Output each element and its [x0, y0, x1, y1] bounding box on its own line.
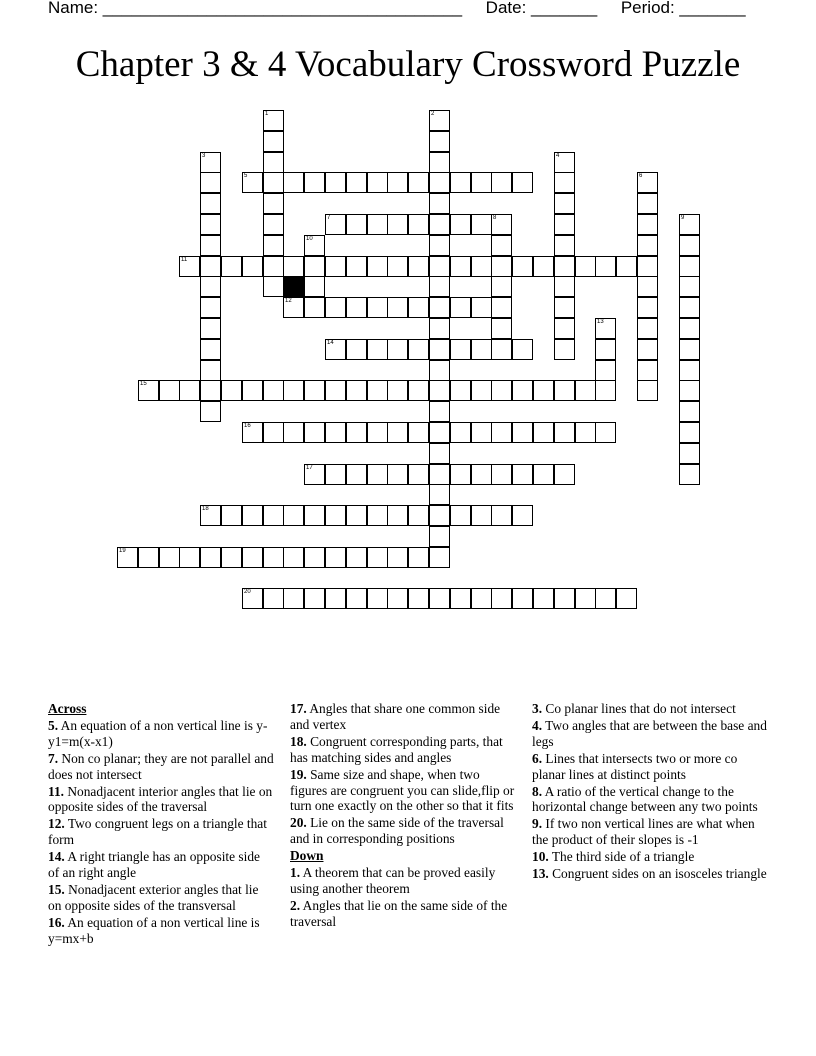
clue-across-14: 14. A right triangle has an opposite side of an right angle [48, 849, 260, 881]
grid-cell[interactable] [304, 172, 325, 193]
grid-cell[interactable] [637, 318, 658, 339]
grid-cell-11[interactable] [179, 256, 200, 277]
grid-cell-9[interactable] [679, 214, 700, 235]
clue-number-label: 15 [140, 381, 147, 387]
grid-cell[interactable] [554, 193, 575, 214]
grid-cell[interactable] [554, 276, 575, 297]
grid-cell[interactable] [283, 547, 304, 568]
grid-cell[interactable] [491, 172, 512, 193]
grid-cell[interactable] [595, 339, 616, 360]
grid-cell[interactable] [679, 380, 700, 401]
grid-cell[interactable] [263, 235, 284, 256]
grid-cell[interactable] [429, 588, 450, 609]
grid-cell-16[interactable] [242, 422, 263, 443]
clue-number-label: 12 [285, 298, 292, 304]
across-heading: Across [48, 701, 87, 716]
grid-cell[interactable] [200, 380, 221, 401]
grid-cell[interactable] [679, 443, 700, 464]
grid-cell[interactable] [346, 547, 367, 568]
clue-down-13: 13. Congruent sides on an isosceles triangle [532, 866, 767, 882]
blocked-cell [283, 276, 304, 297]
clue-across-19: 19. Same size and shape, when two figures are congruent you can slide,flip or turn one exactly on the other so that it fits [290, 766, 515, 814]
grid-cell[interactable] [512, 422, 533, 443]
grid-cell-12[interactable] [283, 297, 304, 318]
grid-cell[interactable] [325, 547, 346, 568]
grid-cell[interactable] [512, 172, 533, 193]
grid-cell[interactable] [263, 193, 284, 214]
grid-cell[interactable] [221, 256, 242, 277]
grid-cell[interactable] [408, 422, 429, 443]
grid-cell[interactable] [679, 422, 700, 443]
grid-cell[interactable] [263, 588, 284, 609]
grid-cell[interactable] [491, 422, 512, 443]
grid-cell[interactable] [429, 505, 450, 526]
grid-cell[interactable] [242, 256, 263, 277]
grid-cell[interactable] [387, 588, 408, 609]
grid-cell[interactable] [554, 339, 575, 360]
grid-cell[interactable] [367, 547, 388, 568]
grid-cell[interactable] [346, 422, 367, 443]
grid-cell-8[interactable] [491, 214, 512, 235]
clue-number-label: 3 [202, 153, 206, 159]
clue-across-20: 20. Lie on the same side of the traversal and in corresponding positions [290, 815, 504, 847]
name-date-period-line: Name: ______________________________________ Date: _______ Period: _______ [48, 0, 746, 17]
grid-cell-15[interactable] [138, 380, 159, 401]
grid-cell[interactable] [679, 297, 700, 318]
grid-cell[interactable] [408, 380, 429, 401]
grid-cell[interactable] [263, 547, 284, 568]
grid-cell[interactable] [512, 339, 533, 360]
grid-cell[interactable] [429, 401, 450, 422]
grid-cell[interactable] [346, 464, 367, 485]
grid-cell[interactable] [408, 256, 429, 277]
grid-cell[interactable] [367, 297, 388, 318]
clue-number-label: 9 [681, 215, 685, 221]
grid-cell[interactable] [450, 297, 471, 318]
grid-cell[interactable] [325, 256, 346, 277]
clue-down-3: 3. Co planar lines that do not intersect [532, 701, 736, 716]
grid-cell[interactable] [575, 422, 596, 443]
clue-number-label: 13 [597, 319, 604, 325]
grid-cell[interactable] [471, 297, 492, 318]
grid-cell[interactable] [450, 256, 471, 277]
grid-cell[interactable] [200, 297, 221, 318]
grid-cell[interactable] [679, 256, 700, 277]
clues-column-1 [48, 701, 274, 948]
grid-cell-13[interactable] [595, 318, 616, 339]
clue-across-12: 12. Two congruent legs on a triangle that form [48, 816, 267, 848]
grid-cell[interactable] [679, 276, 700, 297]
grid-cell-18[interactable] [200, 505, 221, 526]
grid-cell[interactable] [263, 172, 284, 193]
grid-cell[interactable] [387, 256, 408, 277]
grid-cell[interactable] [408, 214, 429, 235]
page-title: Chapter 3 & 4 Vocabulary Crossword Puzzle [75, 44, 741, 85]
grid-cell[interactable] [263, 380, 284, 401]
grid-cell[interactable] [471, 422, 492, 443]
grid-cell-5[interactable] [242, 172, 263, 193]
grid-cell[interactable] [533, 464, 554, 485]
grid-cell[interactable] [408, 339, 429, 360]
grid-cell[interactable] [200, 547, 221, 568]
grid-cell-10[interactable] [304, 235, 325, 256]
grid-cell[interactable] [429, 172, 450, 193]
grid-cell[interactable] [200, 276, 221, 297]
grid-cell[interactable] [429, 152, 450, 173]
grid-cell[interactable] [200, 193, 221, 214]
grid-cell[interactable] [200, 339, 221, 360]
grid-cell[interactable] [429, 235, 450, 256]
grid-cell[interactable] [138, 547, 159, 568]
grid-cell[interactable] [263, 214, 284, 235]
grid-cell[interactable] [325, 505, 346, 526]
grid-cell[interactable] [429, 214, 450, 235]
grid-cell[interactable] [637, 297, 658, 318]
grid-cell-2[interactable] [429, 110, 450, 131]
grid-cell[interactable] [491, 464, 512, 485]
grid-cell[interactable] [408, 505, 429, 526]
grid-cell[interactable] [159, 547, 180, 568]
grid-cell[interactable] [554, 588, 575, 609]
grid-cell[interactable] [179, 547, 200, 568]
grid-cell[interactable] [679, 339, 700, 360]
grid-cell[interactable] [575, 588, 596, 609]
grid-cell[interactable] [325, 588, 346, 609]
grid-cell[interactable] [387, 380, 408, 401]
grid-cell[interactable] [263, 152, 284, 173]
grid-cell[interactable] [367, 256, 388, 277]
grid-cell[interactable] [637, 235, 658, 256]
grid-cell[interactable] [554, 235, 575, 256]
clue-down-9: 9. If two non vertical lines are what when the product of their slopes is -1 [532, 816, 755, 848]
grid-cell[interactable] [346, 380, 367, 401]
clue-across-5: 5. An equation of a non vertical line is y-y1=m(x-x1) [48, 717, 268, 749]
clue-down-1: 1. A theorem that can be proved easily using another theorem [290, 865, 496, 896]
grid-cell[interactable] [283, 588, 304, 609]
grid-cell[interactable] [450, 339, 471, 360]
clue-number-label: 17 [306, 465, 313, 471]
grid-cell[interactable] [387, 339, 408, 360]
grid-cell[interactable] [387, 297, 408, 318]
grid-cell[interactable] [367, 588, 388, 609]
grid-cell[interactable] [491, 588, 512, 609]
grid-cell[interactable] [200, 172, 221, 193]
grid-cell[interactable] [304, 505, 325, 526]
grid-cell[interactable] [491, 235, 512, 256]
grid-cell[interactable] [242, 505, 263, 526]
grid-cell[interactable] [325, 380, 346, 401]
grid-cell[interactable] [429, 526, 450, 547]
grid-cell[interactable] [429, 256, 450, 277]
clue-number-label: 2 [431, 111, 435, 117]
grid-cell[interactable] [304, 276, 325, 297]
grid-cell[interactable] [346, 588, 367, 609]
grid-cell[interactable] [367, 339, 388, 360]
grid-cell[interactable] [554, 172, 575, 193]
grid-cell[interactable] [429, 547, 450, 568]
grid-cell[interactable] [533, 256, 554, 277]
grid-cell[interactable] [408, 588, 429, 609]
grid-cell[interactable] [367, 464, 388, 485]
clue-number-label: 10 [306, 236, 313, 242]
grid-cell[interactable] [471, 380, 492, 401]
grid-cell[interactable] [221, 380, 242, 401]
grid-cell[interactable] [595, 422, 616, 443]
grid-cell[interactable] [367, 422, 388, 443]
grid-cell-17[interactable] [304, 464, 325, 485]
grid-cell[interactable] [554, 318, 575, 339]
clue-number-label: 6 [639, 173, 643, 179]
clue-number-label: 20 [244, 589, 251, 595]
clue-number-label: 5 [244, 173, 248, 179]
grid-cell-19[interactable] [117, 547, 138, 568]
grid-cell[interactable] [387, 464, 408, 485]
grid-cell[interactable] [200, 318, 221, 339]
grid-cell[interactable] [283, 172, 304, 193]
grid-cell[interactable] [533, 380, 554, 401]
grid-cell[interactable] [387, 422, 408, 443]
clue-number-label: 1 [265, 111, 269, 117]
grid-cell[interactable] [679, 235, 700, 256]
grid-cell[interactable] [263, 276, 284, 297]
grid-cell[interactable] [325, 422, 346, 443]
grid-cell[interactable] [429, 360, 450, 381]
grid-cell[interactable] [491, 318, 512, 339]
clue-down-8: 8. A ratio of the vertical change to the horizontal change between any two points [532, 783, 758, 815]
grid-cell[interactable] [429, 131, 450, 152]
grid-cell[interactable] [491, 297, 512, 318]
grid-cell[interactable] [283, 505, 304, 526]
grid-cell[interactable] [283, 256, 304, 277]
grid-cell[interactable] [512, 380, 533, 401]
grid-cell[interactable] [512, 256, 533, 277]
clues-column-2 [290, 701, 516, 931]
grid-cell[interactable] [471, 464, 492, 485]
grid-cell[interactable] [533, 588, 554, 609]
grid-cell[interactable] [491, 339, 512, 360]
grid-cell[interactable] [450, 380, 471, 401]
grid-cell[interactable] [595, 256, 616, 277]
grid-cell[interactable] [200, 401, 221, 422]
grid-cell[interactable] [367, 505, 388, 526]
grid-cell[interactable] [533, 422, 554, 443]
grid-cell[interactable] [304, 380, 325, 401]
grid-cell[interactable] [387, 547, 408, 568]
grid-cell[interactable] [429, 318, 450, 339]
clue-number-label: 19 [119, 548, 126, 554]
clue-across-16: 16. An equation of a non vertical line is y=mx+b [48, 914, 260, 946]
grid-cell[interactable] [429, 297, 450, 318]
grid-cell[interactable] [346, 505, 367, 526]
clues-column-3 [532, 701, 772, 883]
grid-cell[interactable] [637, 214, 658, 235]
grid-cell[interactable] [637, 256, 658, 277]
grid-cell[interactable] [304, 588, 325, 609]
grid-cell[interactable] [471, 172, 492, 193]
grid-cell[interactable] [491, 256, 512, 277]
grid-cell[interactable] [595, 360, 616, 381]
grid-cell[interactable] [471, 505, 492, 526]
grid-cell[interactable] [637, 193, 658, 214]
clue-number-label: 11 [181, 257, 188, 263]
grid-cell[interactable] [304, 547, 325, 568]
clue-number-label: 7 [327, 215, 331, 221]
grid-cell[interactable] [242, 380, 263, 401]
grid-cell[interactable] [554, 214, 575, 235]
grid-cell[interactable] [429, 276, 450, 297]
grid-cell-14[interactable] [325, 339, 346, 360]
grid-cell[interactable] [325, 172, 346, 193]
grid-cell[interactable] [346, 214, 367, 235]
grid-cell[interactable] [367, 380, 388, 401]
grid-cell[interactable] [429, 464, 450, 485]
grid-cell-4[interactable] [554, 152, 575, 173]
grid-cell[interactable] [263, 256, 284, 277]
grid-cell[interactable] [429, 193, 450, 214]
grid-cell-20[interactable] [242, 588, 263, 609]
grid-cell[interactable] [616, 588, 637, 609]
grid-cell[interactable] [429, 380, 450, 401]
grid-cell[interactable] [450, 172, 471, 193]
clue-down-10: 10. The third side of a triangle [532, 849, 695, 865]
grid-cell[interactable] [221, 547, 242, 568]
grid-cell[interactable] [283, 422, 304, 443]
clue-across-18: 18. Congruent corresponding parts, that has matching sides and angles [290, 733, 503, 765]
grid-cell[interactable] [408, 297, 429, 318]
grid-cell[interactable] [429, 422, 450, 443]
grid-cell[interactable] [346, 339, 367, 360]
clue-across-15: 15. Nonadjacent exterior angles that lie on opposite sides of the transversal [48, 881, 259, 913]
grid-cell[interactable] [595, 380, 616, 401]
grid-cell[interactable] [179, 380, 200, 401]
grid-cell[interactable] [471, 339, 492, 360]
clue-across-11: 11. Nonadjacent interior angles that lie on opposite sides of the traversal [48, 783, 273, 815]
grid-cell-3[interactable] [200, 152, 221, 173]
down-heading: Down [290, 848, 324, 864]
grid-cell[interactable] [304, 297, 325, 318]
grid-cell[interactable] [554, 422, 575, 443]
grid-cell[interactable] [304, 256, 325, 277]
grid-cell[interactable] [491, 380, 512, 401]
grid-cell[interactable] [367, 214, 388, 235]
grid-cell[interactable] [471, 256, 492, 277]
grid-cell[interactable] [429, 339, 450, 360]
grid-cell[interactable] [263, 422, 284, 443]
grid-cell[interactable] [304, 422, 325, 443]
grid-cell[interactable] [471, 588, 492, 609]
grid-cell[interactable] [450, 588, 471, 609]
grid-cell[interactable] [221, 505, 242, 526]
grid-cell[interactable] [450, 464, 471, 485]
grid-cell[interactable] [554, 464, 575, 485]
clue-down-6: 6. Lines that intersects two or more co planar lines at distinct points [532, 750, 738, 782]
grid-cell[interactable] [637, 360, 658, 381]
grid-cell[interactable] [616, 256, 637, 277]
grid-cell[interactable] [429, 484, 450, 505]
clue-across-7: 7. Non co planar; they are not parallel and does not intersect [48, 750, 274, 782]
grid-cell[interactable] [325, 464, 346, 485]
grid-cell[interactable] [408, 464, 429, 485]
clue-number-label: 16 [244, 423, 251, 429]
grid-cell[interactable] [346, 172, 367, 193]
clue-down-2: 2. Angles that lie on the same side of the traversal [290, 897, 508, 929]
grid-cell[interactable] [367, 172, 388, 193]
grid-cell-6[interactable] [637, 172, 658, 193]
grid-cell[interactable] [491, 505, 512, 526]
grid-cell[interactable] [491, 276, 512, 297]
clue-across-17: 17. Angles that share one common side and vertex [290, 701, 501, 732]
grid-cell[interactable] [200, 360, 221, 381]
grid-cell[interactable] [679, 464, 700, 485]
grid-cell[interactable] [387, 505, 408, 526]
grid-cell[interactable] [283, 380, 304, 401]
grid-cell[interactable] [346, 297, 367, 318]
clue-number-label: 14 [327, 340, 334, 346]
clue-number-label: 4 [556, 153, 560, 159]
grid-cell[interactable] [679, 318, 700, 339]
grid-cell[interactable] [408, 547, 429, 568]
grid-cell[interactable] [263, 505, 284, 526]
grid-cell[interactable] [637, 339, 658, 360]
grid-cell[interactable] [450, 505, 471, 526]
grid-cell[interactable] [263, 131, 284, 152]
grid-cell-1[interactable] [263, 110, 284, 131]
grid-cell[interactable] [554, 380, 575, 401]
grid-cell[interactable] [450, 422, 471, 443]
grid-cell[interactable] [637, 380, 658, 401]
grid-cell[interactable] [595, 588, 616, 609]
grid-cell[interactable] [200, 235, 221, 256]
grid-cell[interactable] [429, 443, 450, 464]
grid-cell[interactable] [450, 214, 471, 235]
grid-cell[interactable] [471, 214, 492, 235]
clue-down-4: 4. Two angles that are between the base and legs [532, 717, 767, 749]
grid-cell[interactable] [242, 547, 263, 568]
grid-cell[interactable] [200, 214, 221, 235]
grid-cell[interactable] [637, 276, 658, 297]
grid-cell[interactable] [554, 256, 575, 277]
grid-cell[interactable] [679, 401, 700, 422]
grid-cell-7[interactable] [325, 214, 346, 235]
grid-cell[interactable] [159, 380, 180, 401]
grid-cell[interactable] [512, 464, 533, 485]
clue-number-label: 18 [202, 506, 209, 512]
grid-cell[interactable] [346, 256, 367, 277]
grid-cell[interactable] [387, 214, 408, 235]
grid-cell[interactable] [512, 505, 533, 526]
grid-cell[interactable] [387, 172, 408, 193]
grid-cell[interactable] [325, 297, 346, 318]
grid-cell[interactable] [575, 256, 596, 277]
grid-cell[interactable] [408, 172, 429, 193]
grid-cell[interactable] [554, 297, 575, 318]
grid-cell[interactable] [575, 380, 596, 401]
grid-cell[interactable] [200, 256, 221, 277]
grid-cell[interactable] [512, 588, 533, 609]
grid-cell[interactable] [679, 360, 700, 381]
clue-number-label: 8 [493, 215, 497, 221]
